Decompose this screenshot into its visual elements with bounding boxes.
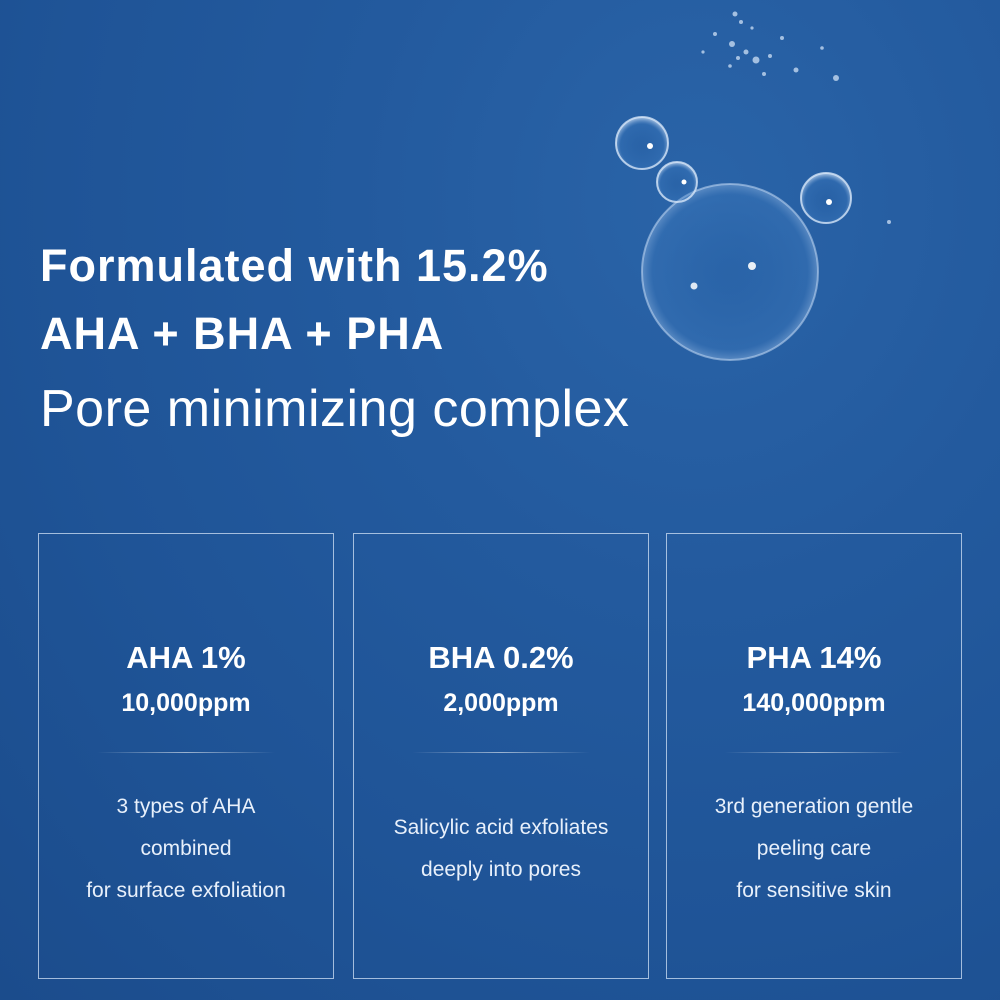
headline-line-2: AHA + BHA + PHA <box>40 308 445 359</box>
card-bha <box>353 533 649 979</box>
card-divider <box>412 752 590 753</box>
card-description-line: Salicylic acid exfoliates <box>393 816 609 839</box>
card-ppm: 2,000ppm <box>443 689 559 717</box>
medium-bubble <box>657 162 697 202</box>
card-pha <box>666 533 962 979</box>
card-title: BHA 0.2% <box>428 640 574 675</box>
card-description-line: deeply into pores <box>421 858 581 881</box>
headline <box>40 232 629 446</box>
card-description-line: 3rd generation gentle <box>714 795 914 818</box>
card-description-line: for sensitive skin <box>736 879 892 902</box>
card-ppm: 10,000ppm <box>121 689 251 717</box>
large-bubble <box>642 184 818 360</box>
card-description <box>45 784 327 914</box>
card-title: AHA 1% <box>126 640 246 675</box>
card-description-line: peeling care <box>756 837 872 860</box>
card-aha <box>38 533 334 979</box>
headline-line-1: Formulated with 15.2% <box>40 240 549 291</box>
ingredient-cards <box>38 533 964 981</box>
card-divider <box>725 752 903 753</box>
card-description-line: for surface exfoliation <box>86 879 286 902</box>
card-description-line: combined <box>140 837 232 860</box>
card-divider <box>97 752 275 753</box>
card-description-line: 3 types of AHA <box>116 795 256 818</box>
headline-subtitle: Pore minimizing complex <box>40 380 630 438</box>
card-description <box>673 784 955 914</box>
medium-bubble <box>616 117 668 169</box>
medium-bubble <box>801 173 851 223</box>
card-title: PHA 14% <box>746 640 882 675</box>
card-description <box>360 784 642 914</box>
card-ppm: 140,000ppm <box>742 689 886 717</box>
